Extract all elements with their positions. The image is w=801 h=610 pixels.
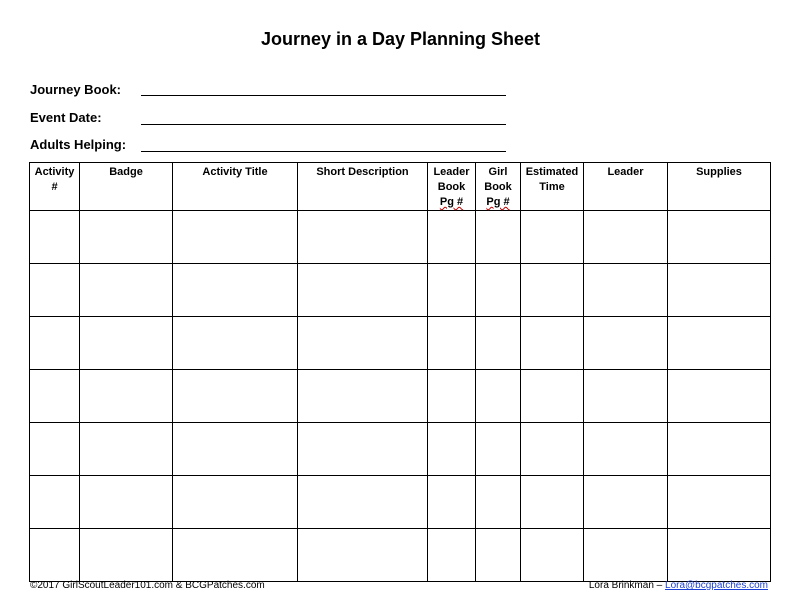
table-cell	[476, 370, 521, 423]
table-cell	[298, 211, 428, 264]
table-cell	[428, 317, 476, 370]
table-cell	[428, 529, 476, 582]
table-cell	[476, 529, 521, 582]
table-cell	[521, 476, 584, 529]
table-cell	[173, 370, 298, 423]
col-activity-number: Activity #	[30, 163, 80, 211]
table-cell	[80, 211, 173, 264]
table-cell	[668, 317, 771, 370]
table-cell	[30, 476, 80, 529]
table-cell	[521, 317, 584, 370]
table-cell	[30, 264, 80, 317]
col-activity-title: Activity Title	[173, 163, 298, 211]
event-date-label: Event Date:	[30, 110, 102, 125]
table-cell	[476, 264, 521, 317]
table-cell	[298, 317, 428, 370]
table-cell	[80, 529, 173, 582]
table-row	[30, 529, 771, 582]
table-cell	[584, 476, 668, 529]
col-badge: Badge	[80, 163, 173, 211]
table-cell	[298, 423, 428, 476]
table-cell	[80, 264, 173, 317]
table-row	[30, 264, 771, 317]
table-cell	[476, 476, 521, 529]
col-leader-book-page: Leader Book Pg #	[428, 163, 476, 211]
table-cell	[30, 423, 80, 476]
table-cell	[428, 370, 476, 423]
table-cell	[30, 211, 80, 264]
col-girl-book-page: Girl Book Pg #	[476, 163, 521, 211]
event-date-line	[141, 124, 506, 125]
col-estimated-time: Estimated Time	[521, 163, 584, 211]
table-cell	[584, 317, 668, 370]
table-cell	[428, 211, 476, 264]
table-cell	[668, 264, 771, 317]
footer-email-link[interactable]: Lora@bcgpatches.com	[665, 580, 768, 591]
table-cell	[521, 529, 584, 582]
table-row	[30, 423, 771, 476]
footer-copyright: ©2017 GirlScoutLeader101.com & BCGPatches.com	[30, 580, 265, 591]
col-supplies: Supplies	[668, 163, 771, 211]
table-cell	[476, 211, 521, 264]
table-cell	[30, 529, 80, 582]
table-row	[30, 370, 771, 423]
table-cell	[668, 476, 771, 529]
page-title: Journey in a Day Planning Sheet	[260, 29, 541, 49]
footer-contact	[589, 580, 768, 591]
table-cell	[298, 476, 428, 529]
table-cell	[584, 423, 668, 476]
table-cell	[30, 317, 80, 370]
table-cell	[584, 211, 668, 264]
footer-author: Lora Brinkman –	[588, 580, 663, 591]
table-cell	[521, 211, 584, 264]
table-row	[30, 211, 771, 264]
table-cell	[668, 211, 771, 264]
table-cell	[521, 264, 584, 317]
table-cell	[428, 264, 476, 317]
table-cell	[668, 423, 771, 476]
table-cell	[173, 317, 298, 370]
table-cell	[668, 370, 771, 423]
table-cell	[584, 529, 668, 582]
table-cell	[298, 370, 428, 423]
header-row	[30, 163, 771, 211]
adults-helping-line	[141, 151, 506, 152]
table-cell	[80, 423, 173, 476]
col-leader: Leader	[584, 163, 668, 211]
table-cell	[476, 423, 521, 476]
table-cell	[428, 423, 476, 476]
table-cell	[30, 370, 80, 423]
table-cell	[584, 264, 668, 317]
table-cell	[80, 476, 173, 529]
table-cell	[521, 370, 584, 423]
table-cell	[476, 317, 521, 370]
planning-table	[29, 162, 771, 582]
table-cell	[80, 317, 173, 370]
journey-book-line	[141, 95, 506, 96]
table-cell	[173, 529, 298, 582]
table-cell	[173, 476, 298, 529]
table-cell	[80, 370, 173, 423]
table-cell	[584, 370, 668, 423]
table-row	[30, 317, 771, 370]
table-cell	[668, 529, 771, 582]
col-short-description: Short Description	[298, 163, 428, 211]
table-cell	[173, 264, 298, 317]
table-cell	[521, 423, 584, 476]
table-cell	[428, 476, 476, 529]
table-cell	[173, 423, 298, 476]
table-cell	[298, 529, 428, 582]
table-cell	[298, 264, 428, 317]
journey-book-label: Journey Book:	[30, 82, 122, 97]
adults-helping-label: Adults Helping:	[30, 137, 127, 152]
table-row	[30, 476, 771, 529]
table-cell	[173, 211, 298, 264]
